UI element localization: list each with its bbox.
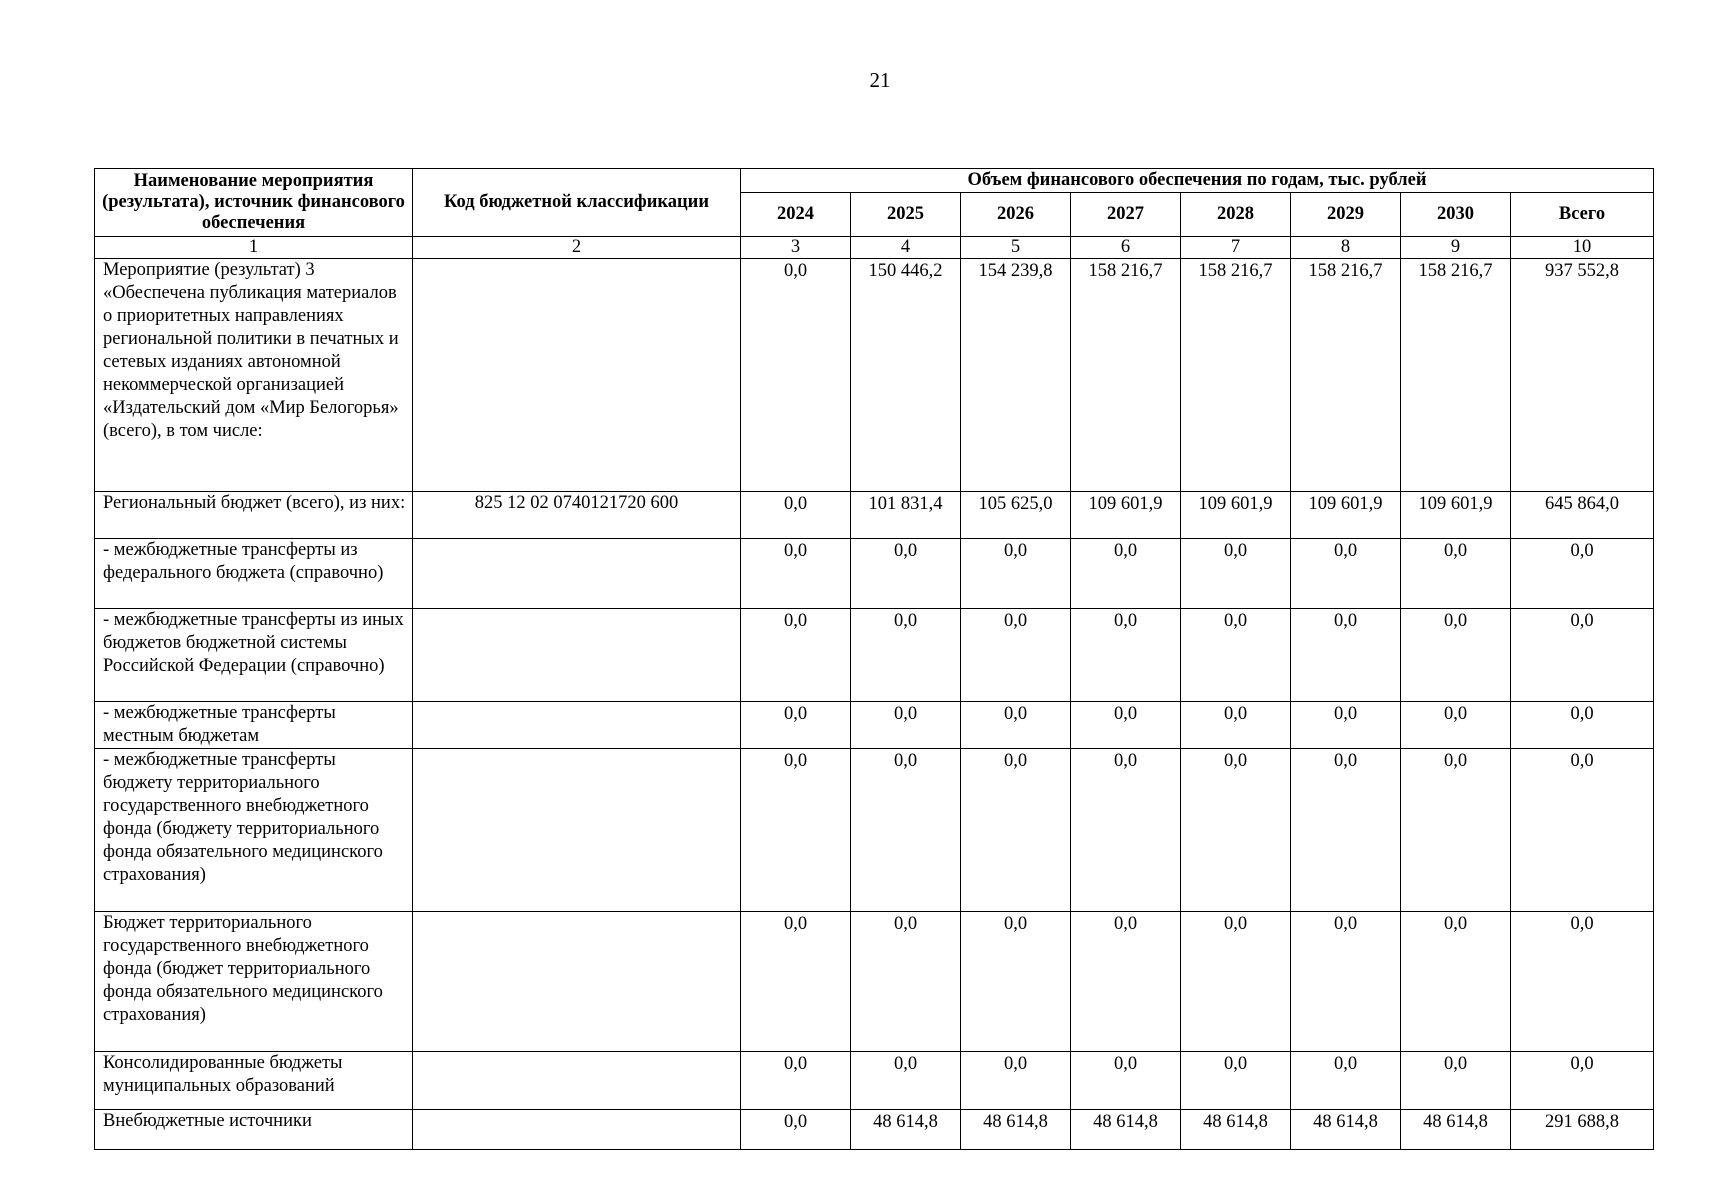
row-value: 0,0	[1291, 609, 1401, 702]
row-name: Региональный бюджет (всего), из них:	[95, 492, 413, 539]
row-value: 0,0	[1181, 912, 1291, 1052]
row-value: 0,0	[851, 609, 961, 702]
table-row	[95, 912, 1654, 1052]
header-year: 2028	[1181, 193, 1291, 237]
row-value: 0,0	[851, 749, 961, 912]
row-value: 154 239,8	[961, 259, 1071, 492]
column-index: 5	[961, 237, 1071, 259]
row-value: 48 614,8	[1401, 1110, 1511, 1150]
row-value: 0,0	[741, 702, 851, 749]
row-value: 48 614,8	[961, 1110, 1071, 1150]
row-code	[413, 749, 741, 912]
row-total: 0,0	[1511, 539, 1654, 609]
row-code	[413, 259, 741, 492]
row-value: 0,0	[961, 1052, 1071, 1110]
table-row	[95, 1110, 1654, 1150]
row-value: 0,0	[1071, 749, 1181, 912]
row-value: 158 216,7	[1181, 259, 1291, 492]
row-value: 0,0	[741, 1052, 851, 1110]
row-value: 0,0	[1071, 609, 1181, 702]
row-value: 0,0	[961, 609, 1071, 702]
row-value: 0,0	[741, 609, 851, 702]
table-row	[95, 749, 1654, 912]
row-total: 937 552,8	[1511, 259, 1654, 492]
row-value: 0,0	[1181, 702, 1291, 749]
row-total: 0,0	[1511, 1052, 1654, 1110]
row-value: 0,0	[1291, 702, 1401, 749]
row-value: 0,0	[1401, 912, 1511, 1052]
header-year: 2024	[741, 193, 851, 237]
row-value: 0,0	[1401, 1052, 1511, 1110]
row-code	[413, 912, 741, 1052]
row-value: 0,0	[1071, 702, 1181, 749]
table-row	[95, 609, 1654, 702]
row-name: - межбюджетные трансферты местным бюджетам	[95, 702, 413, 749]
row-value: 0,0	[1401, 702, 1511, 749]
column-index-row	[95, 237, 1654, 259]
header-code: Код бюджетной классификации	[413, 169, 741, 237]
row-value: 0,0	[961, 702, 1071, 749]
row-value: 48 614,8	[1291, 1110, 1401, 1150]
header-year: 2029	[1291, 193, 1401, 237]
row-value: 0,0	[1401, 749, 1511, 912]
row-total: 0,0	[1511, 609, 1654, 702]
row-value: 0,0	[961, 912, 1071, 1052]
header-year: 2030	[1401, 193, 1511, 237]
row-value: 0,0	[741, 749, 851, 912]
row-name: Бюджет территориального государственного внебюджетного фонда (бюджет территориального фонда обязательного медицинского страхования)	[95, 912, 413, 1052]
page-number: 21	[869, 68, 891, 92]
row-value: 109 601,9	[1181, 492, 1291, 539]
row-total: 291 688,8	[1511, 1110, 1654, 1150]
row-value: 48 614,8	[1181, 1110, 1291, 1150]
budget-table	[94, 168, 1654, 1150]
column-index: 10	[1511, 237, 1654, 259]
header-volume: Объем финансового обеспечения по годам, тыс. рублей	[741, 169, 1654, 193]
table-row	[95, 492, 1654, 539]
row-value: 0,0	[1291, 1052, 1401, 1110]
row-value: 101 831,4	[851, 492, 961, 539]
row-value: 0,0	[1071, 539, 1181, 609]
row-value: 158 216,7	[1291, 259, 1401, 492]
row-name: - межбюджетные трансферты из иных бюджетов бюджетной системы Российской Федерации (справочно)	[95, 609, 413, 702]
row-value: 0,0	[741, 912, 851, 1052]
row-total: 0,0	[1511, 749, 1654, 912]
row-value: 0,0	[1071, 1052, 1181, 1110]
table-row	[95, 539, 1654, 609]
row-value: 0,0	[851, 1052, 961, 1110]
row-value: 0,0	[1181, 1052, 1291, 1110]
row-name: Внебюджетные источники	[95, 1110, 413, 1150]
row-code	[413, 1052, 741, 1110]
row-code	[413, 1110, 741, 1150]
row-value: 109 601,9	[1401, 492, 1511, 539]
table-row	[95, 259, 1654, 492]
row-name: - межбюджетные трансферты из федерального бюджета (справочно)	[95, 539, 413, 609]
column-index: 4	[851, 237, 961, 259]
row-value: 0,0	[1291, 912, 1401, 1052]
row-code	[413, 539, 741, 609]
row-value: 150 446,2	[851, 259, 961, 492]
row-value: 48 614,8	[851, 1110, 961, 1150]
row-value: 0,0	[1401, 539, 1511, 609]
row-code: 825 12 02 0740121720 600	[413, 492, 741, 539]
row-value: 0,0	[741, 492, 851, 539]
row-value: 0,0	[1181, 749, 1291, 912]
row-value: 0,0	[1291, 749, 1401, 912]
row-value: 105 625,0	[961, 492, 1071, 539]
row-value: 158 216,7	[1071, 259, 1181, 492]
header-year: 2026	[961, 193, 1071, 237]
row-value: 48 614,8	[1071, 1110, 1181, 1150]
header-total: Всего	[1511, 193, 1654, 237]
column-index: 6	[1071, 237, 1181, 259]
row-name: Консолидированные бюджеты муниципальных образований	[95, 1052, 413, 1110]
header-year: 2025	[851, 193, 961, 237]
row-value: 0,0	[851, 702, 961, 749]
row-value: 0,0	[851, 539, 961, 609]
row-value: 0,0	[1071, 912, 1181, 1052]
row-code	[413, 702, 741, 749]
row-code	[413, 609, 741, 702]
row-value: 0,0	[1291, 539, 1401, 609]
row-value: 0,0	[741, 1110, 851, 1150]
row-value: 109 601,9	[1291, 492, 1401, 539]
row-value: 0,0	[961, 539, 1071, 609]
header-year: 2027	[1071, 193, 1181, 237]
column-index: 9	[1401, 237, 1511, 259]
row-value: 0,0	[961, 749, 1071, 912]
row-value: 0,0	[1401, 609, 1511, 702]
row-name: - межбюджетные трансферты бюджету территориального государственного внебюджетного фонда (бюджету территориального фонда обязательного медицинского страхования)	[95, 749, 413, 912]
row-value: 109 601,9	[1071, 492, 1181, 539]
column-index: 7	[1181, 237, 1291, 259]
column-index: 1	[95, 237, 413, 259]
row-total: 0,0	[1511, 912, 1654, 1052]
table-row	[95, 702, 1654, 749]
row-name: Мероприятие (результат) 3 «Обеспечена публикация материалов о приоритетных направлениях региональной политики в печатных и сетевых изданиях автономной некоммерческой организацией «Издательский дом «Мир Белогорья» (всего), в том числе:	[95, 259, 413, 492]
row-value: 0,0	[1181, 539, 1291, 609]
row-value: 158 216,7	[1401, 259, 1511, 492]
row-value: 0,0	[741, 539, 851, 609]
row-value: 0,0	[851, 912, 961, 1052]
column-index: 3	[741, 237, 851, 259]
row-total: 0,0	[1511, 702, 1654, 749]
row-value: 0,0	[741, 259, 851, 492]
table-row	[95, 1052, 1654, 1110]
row-total: 645 864,0	[1511, 492, 1654, 539]
column-index: 8	[1291, 237, 1401, 259]
header-name: Наименование мероприятия (результата), источник финансового обеспечения	[95, 169, 413, 237]
column-index: 2	[413, 237, 741, 259]
row-value: 0,0	[1181, 609, 1291, 702]
